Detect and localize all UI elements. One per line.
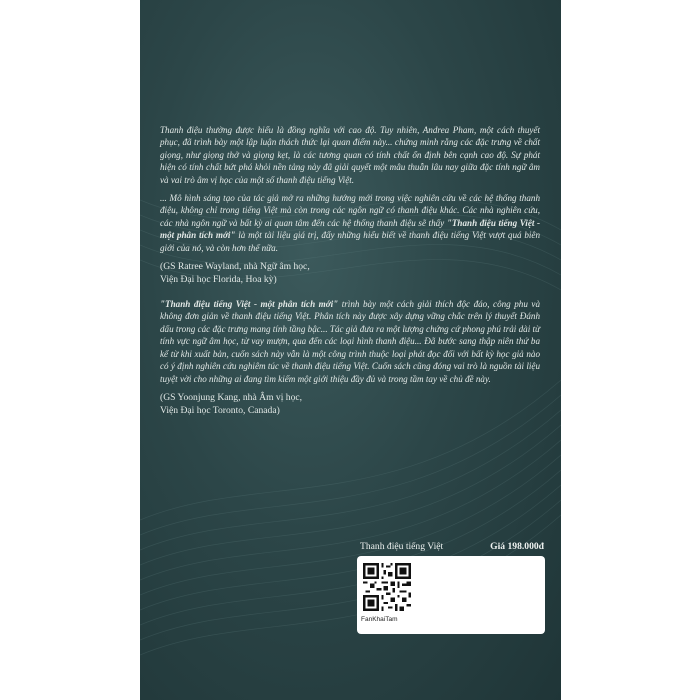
review-2-paragraph [160,298,540,385]
review-1-book-title: "Thanh điệu tiếng Việt - một phân tích mới" [160,217,541,241]
review-2-attribution [160,391,540,417]
qr-label-box [357,556,545,634]
review-1-attribution-line-2: Viện Đại học Florida, Hoa kỳ) [160,274,277,286]
review-1-text-a: ... Mô hình sáng tạo của tác giả mở ra những hướng mới trong việc nghiên cứu về các hệ thống thanh điệu, không chỉ trong tiếng Việt mà còn trong các ngôn ngữ có thanh điệu khác. Các nhà nghiên cứu, các nhà ngôn ngữ và bất kỳ ai quan tâm đến các hệ thống thanh điệu sẽ thấy [160,193,540,228]
review-1-paragraph-1: Thanh điệu thường được hiểu là đồng nghĩa với cao độ. Tuy nhiên, Andrea Pham, một cách thuyết phục, đã trình bày một lập luận thách thức lại quan điểm này... chứng minh rằng các đặc trưng về chất giọng, như giọng thở và giọng kẹt, là các tương quan có tính chất ổn định bên cạnh cao độ. Sự phát hiện có tính chất bứt phá khỏi nền tảng này đã giải quyết một mâu thuẫn lâu nay giữa đặc tính ngữ âm và vai trò âm vị học của một số thanh điệu tiếng Việt. [160,125,540,185]
review-2-attribution-line-1: (GS Yoonjung Kang, nhà Âm vị học, [160,391,303,403]
price-label: Giá 198.000đ [490,541,544,552]
footer-book-title: Thanh điệu tiếng Việt [360,541,444,552]
review-2-book-title: "Thanh điệu tiếng Việt - một phân tích mới" [160,299,339,310]
qr-code-icon [363,563,411,611]
price-row [360,541,544,552]
review-2-text: trình bày một cách giải thích độc đáo, công phu và không đơn giản về thanh điệu tiếng Việt. Phân tích này được xây dựng vững chắc trên lý thuyết Đánh dấu trong các đặc trưng mang tính tầng bậc... Tác giả đưa ra một lượng chứng cứ phong phú trải dài từ tính vực ngữ âm học, từ vay mượn, qua đến các loại hình thanh điệu... Đã bước sang thập niên thứ ba kể từ khi xuất bản, cuốn sách này vẫn là một công trình thuộc loại phát đọc đối với bất kỳ học giả nào có ý định nghiên cứu nghiêm túc về thanh điệu tiếng Việt. Cuốn sách cũng đóng vai trò là nguồn tài liệu tuyệt vời cho những ai đang tìm kiếm một giới thiệu đầy đủ và trong tầm tay về chủ đề này. [160,299,541,384]
qr-caption: FanKhaiTam [361,616,398,623]
review-1-text-b: là một tài liệu giá trị, đẩy những hiểu biết về thanh điệu tiếng Việt vượt quá biên giới của nó, và còn hơn thế nữa. [160,230,540,253]
review-1-attribution-line-1: (GS Ratree Wayland, nhà Ngữ âm học, [160,261,310,273]
reviews-text-block [160,124,540,429]
review-2-attribution-line-2: Viện Đại học Toronto, Canada) [160,404,280,416]
review-1-paragraph-2 [160,192,540,254]
review-1-attribution [160,260,540,286]
